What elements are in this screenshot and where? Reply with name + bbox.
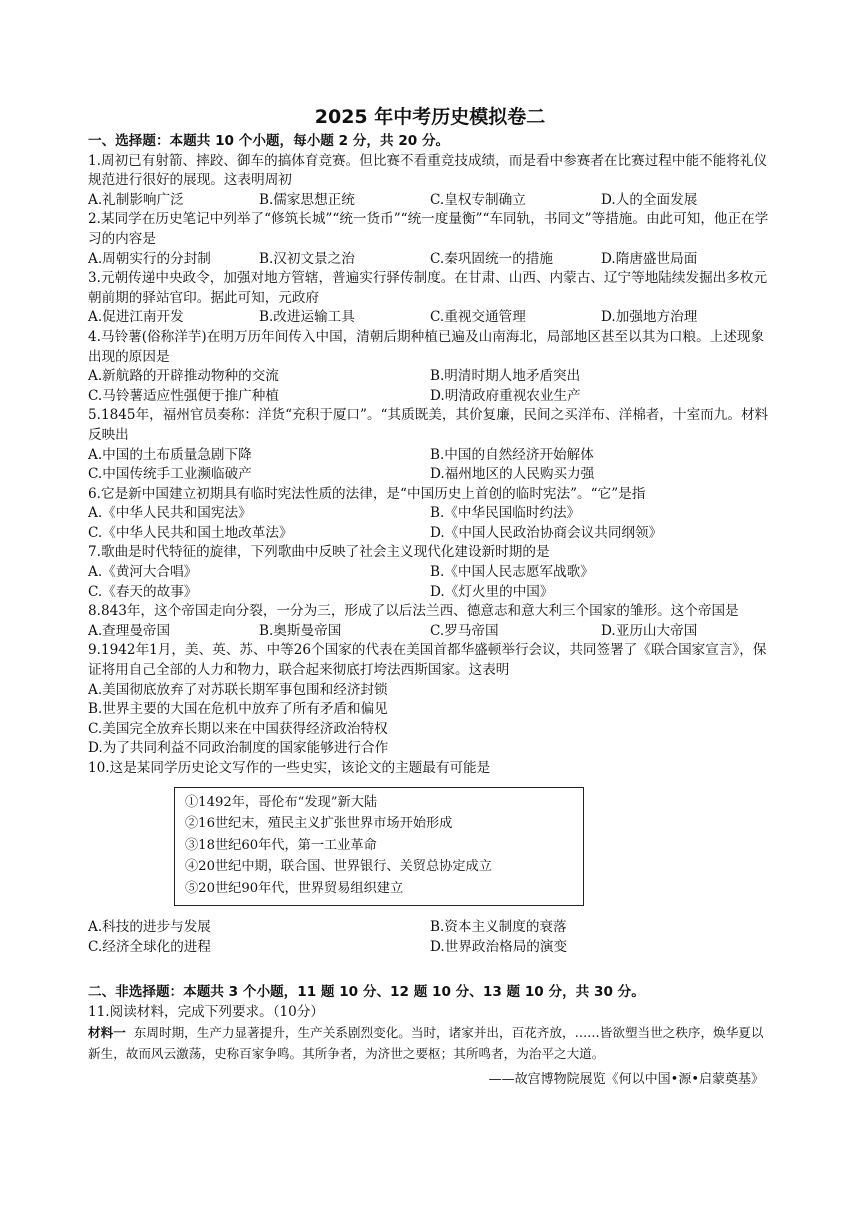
option-b: B.中国的自然经济开始解体 bbox=[430, 446, 594, 463]
option-d: D.亚历山大帝国 bbox=[601, 622, 698, 639]
options-row bbox=[88, 622, 772, 642]
question-3 bbox=[88, 269, 772, 328]
fact-item: ④20世纪中期，联合国、世界银行、关贸总协定成立 bbox=[185, 859, 492, 875]
options-row bbox=[88, 387, 772, 407]
question-stem: 1.周初已有射箭、摔跤、御车的搞体育竞赛。但比赛不看重竞技成绩，而是看中参赛者在比赛过程中能不能将礼仪规范进行很好的展现。这表明周初 bbox=[88, 152, 768, 189]
question-4 bbox=[88, 328, 772, 406]
option-c: C.马铃薯适应性强便于推广种植 bbox=[88, 387, 279, 404]
option-c: C.秦巩固统一的措施 bbox=[430, 250, 553, 267]
option-d: D.隋唐盛世局面 bbox=[601, 250, 698, 267]
option-b: B.明清时期人地矛盾突出 bbox=[430, 368, 581, 385]
option-b: B.改进运输工具 bbox=[259, 309, 355, 326]
spacer bbox=[88, 957, 772, 983]
exam-title: 2025 年中考历史模拟卷二 bbox=[314, 106, 546, 128]
option-d: D.加强地方治理 bbox=[601, 309, 698, 326]
option-c: C.美国完全放弃长期以来在中国获得经济政治特权 bbox=[88, 720, 388, 737]
options-row bbox=[88, 524, 772, 544]
question-1 bbox=[88, 152, 772, 211]
option-b: B.资本主义制度的衰落 bbox=[430, 919, 567, 936]
option-a: A.《中华人民共和国宪法》 bbox=[88, 505, 252, 522]
options-row bbox=[88, 367, 772, 387]
section-2-heading: 二、非选择题：本题共 3 个小题，11 题 10 分、12 题 10 分、13 题 10 分，共 30 分。 bbox=[88, 984, 645, 1001]
question-stem: 11.阅读材料，完成下列要求。（10分） bbox=[88, 1003, 325, 1020]
option-b: B.儒家思想正统 bbox=[259, 191, 355, 208]
options-row bbox=[88, 938, 772, 958]
fact-item: ①1492年，哥伦布“发现”新大陆 bbox=[185, 794, 378, 810]
options-row bbox=[88, 918, 772, 938]
option-b: B.汉初文景之治 bbox=[259, 250, 355, 267]
section-1-heading: 一、选择题：本题共 10 个小题，每小题 2 分，共 20 分。 bbox=[88, 133, 450, 149]
options-row bbox=[88, 191, 772, 211]
option-a: A.促进江南开发 bbox=[88, 309, 184, 326]
question-2 bbox=[88, 210, 772, 269]
option-b: B.《中国人民志愿军战歌》 bbox=[430, 564, 594, 581]
option-a: A.新航路的开辟推动物种的交流 bbox=[88, 368, 279, 385]
option-a: A.美国彻底放弃了对苏联长期军事包围和经济封锁 bbox=[88, 681, 388, 698]
question-5 bbox=[88, 406, 772, 484]
facts-box bbox=[174, 787, 584, 907]
option-d: D.福州地区的人民购买力强 bbox=[430, 466, 595, 483]
question-stem: 8.843年，这个帝国走向分裂，一分为三，形成了以后法兰西、德意志和意大利三个国家的雏形。这个帝国是 bbox=[88, 603, 739, 620]
option-a: A.查理曼帝国 bbox=[88, 622, 171, 639]
question-11 bbox=[88, 1003, 772, 1090]
options-row bbox=[88, 583, 772, 603]
fact-item: ③18世纪60年代，第一工业革命 bbox=[185, 837, 377, 853]
option-c: C.经济全球化的进程 bbox=[88, 938, 211, 955]
fact-item: ⑤20世纪90年代，世界贸易组织建立 bbox=[185, 880, 404, 896]
question-stem: 6.它是新中国建立初期具有临时宪法性质的法律，是“中国历史上首创的临时宪法”。“它”是指 bbox=[88, 485, 646, 502]
option-a: A.《黄河大合唱》 bbox=[88, 564, 198, 581]
option-d: D.《灯火里的中国》 bbox=[430, 583, 554, 600]
question-stem: 5.1845年，福州官员奏称：洋货“充积于厦口”。“其质既美，其价复廉，民间之买洋布、洋棉者，十室而九。材料反映出 bbox=[88, 407, 769, 443]
options-row bbox=[88, 465, 772, 485]
question-7 bbox=[88, 543, 772, 602]
option-d: D.为了共同利益不同政治制度的国家能够进行合作 bbox=[88, 740, 389, 757]
material-source: ——故宫博物院展览《何以中国•源•启蒙奠基》 bbox=[488, 1072, 764, 1088]
question-stem: 10.这是某同学历史论文写作的一些史实，该论文的主题最有可能是 bbox=[88, 760, 491, 776]
option-a: A.礼制影响广泛 bbox=[88, 191, 184, 208]
option-c: C.皇权专制确立 bbox=[430, 191, 526, 208]
option-c: C.罗马帝国 bbox=[430, 622, 499, 639]
option-b: B.世界主要的大国在危机中放弃了所有矛盾和偏见 bbox=[88, 701, 388, 718]
option-d: D.明清政府重视农业生产 bbox=[430, 387, 581, 404]
material-label: 材料一 bbox=[88, 1025, 126, 1041]
options-row bbox=[88, 446, 772, 466]
question-stem: 7.歌曲是时代特征的旋律，下列歌曲中反映了社会主义现代化建设新时期的是 bbox=[88, 544, 550, 561]
question-stem: 4.马铃薯(俗称洋芋)在明万历年间传入中国，清朝后期种植已遍及山南海北，局部地区甚至以其为口粮。上述现象出现的原因是 bbox=[88, 328, 765, 365]
option-c: C.《中华人民共和国土地改革法》 bbox=[88, 524, 293, 541]
options-row bbox=[88, 563, 772, 583]
material-one bbox=[88, 1022, 772, 1064]
question-stem: 9.1942年1月，美、英、苏、中等26个国家的代表在美国首都华盛顿举行会议，共同签署了《联合国家宣言》，保证将用自己全部的人力和物力，联合起来彻底打垮法西斯国家。这表明 bbox=[88, 642, 767, 679]
option-a: A.中国的土布质量急剧下降 bbox=[88, 446, 252, 463]
option-d: D.世界政治格局的演变 bbox=[430, 938, 568, 955]
question-6 bbox=[88, 485, 772, 544]
option-b: B.《中华民国临时约法》 bbox=[430, 505, 581, 522]
option-b: B.奥斯曼帝国 bbox=[259, 622, 342, 639]
question-8 bbox=[88, 602, 772, 641]
options-row bbox=[88, 250, 772, 270]
option-d: D.《中国人民政治协商会议共同纲领》 bbox=[430, 524, 663, 541]
option-a: A.科技的进步与发展 bbox=[88, 919, 211, 936]
question-10 bbox=[88, 759, 772, 957]
options-row bbox=[88, 308, 772, 328]
option-d: D.人的全面发展 bbox=[601, 191, 698, 208]
option-c: C.重视交通管理 bbox=[430, 309, 526, 326]
exam-content bbox=[88, 132, 772, 1090]
question-stem: 3.元朝传递中央政令，加强对地方管辖，普遍实行驿传制度。在甘肃、山西、内蒙古、辽宁等地陆续发掘出多枚元朝前期的驿站官印。据此可知，元政府 bbox=[88, 270, 768, 306]
question-9 bbox=[88, 641, 772, 759]
option-c: C.《春天的故事》 bbox=[88, 583, 198, 600]
material-text: 东周时期，生产力显著提升，生产关系剧烈变化。当时，诸家并出，百花齐放，……皆欲塑当世之秩序，焕华夏以新生，故而风云激荡，史称百家争鸣。其所争者，为济世之要枢；其所鸣者，为治平之大道。 bbox=[88, 1025, 764, 1062]
question-stem: 2.某同学在历史笔记中列举了“修筑长城”“统一货币”“统一度量衡”“车同轨，书同文”等措施。由此可知，他正在学习的内容是 bbox=[88, 211, 769, 247]
option-c: C.中国传统手工业濒临破产 bbox=[88, 466, 252, 483]
option-a: A.周朝实行的分封制 bbox=[88, 250, 211, 267]
fact-item: ②16世纪末，殖民主义扩张世界市场开始形成 bbox=[185, 816, 453, 832]
options-row bbox=[88, 504, 772, 524]
spacer bbox=[88, 906, 772, 918]
